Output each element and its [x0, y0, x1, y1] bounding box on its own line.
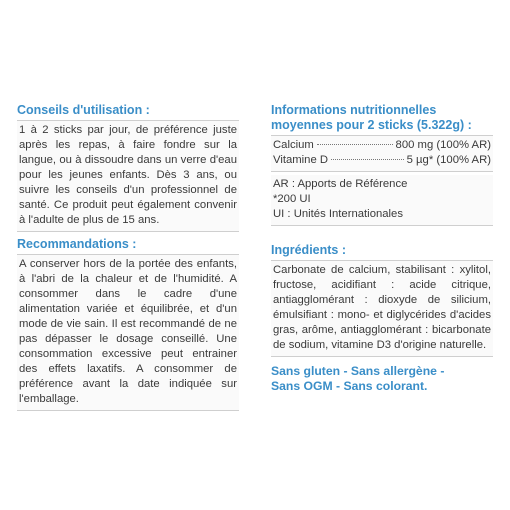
nutrient-value: 800 mg (100% AR)	[395, 139, 491, 151]
claims-line2: Sans OGM - Sans colorant.	[271, 379, 428, 393]
right-column	[271, 100, 493, 394]
nutrition-heading-line2: moyennes pour 2 sticks (5.322g) :	[271, 118, 472, 132]
ingredients-text: Carbonate de calcium, stabilisant : xylitol, fructose, acidifiant : acide citrique, antiagglomérant : dioxyde de silicium, émulsifiant : mono- et diglycérides d'acides gras, arôme, antiagglomérant : bicarbonate de sodium, vitamine D3 d'origine naturelle.	[273, 264, 491, 351]
note-ar: AR : Apports de Référence	[273, 178, 408, 190]
usage-text: 1 à 2 sticks par jour, de préférence juste après les repas, à faire fondre sur la langue, ou à dissoudre dans un verre d'eau pour les jeunes enfants. Dès 3 ans, ou suivre les conseils d'un professionnel de santé. Ce produit peut également convenir à l'adulte de plus de 15 ans.	[19, 124, 237, 226]
usage-heading: Conseils d'utilisation :	[17, 103, 150, 117]
note-ui: UI : Unités Internationales	[273, 208, 403, 220]
note-ui-amount: *200 UI	[273, 193, 311, 205]
nutrition-notes	[271, 175, 493, 226]
nutrition-row-calcium	[273, 138, 491, 153]
nutrition-row-vitamin-d	[273, 153, 491, 168]
dotted-leader	[331, 159, 404, 160]
usage-text-block	[17, 120, 239, 232]
nutrient-name: Vitamine D	[273, 154, 329, 166]
recommendations-heading: Recommandations :	[17, 237, 137, 251]
nutrition-heading	[271, 100, 493, 135]
nutrient-name: Calcium	[273, 139, 314, 151]
ingredients-heading: Ingrédients :	[271, 243, 347, 257]
dotted-leader	[317, 144, 393, 145]
nutrition-heading-line1: Informations nutritionnelles	[271, 103, 437, 117]
nutrient-value: 5 µg* (100% AR)	[406, 154, 491, 166]
ingredients-text-block	[271, 260, 493, 357]
nutrition-table	[271, 135, 493, 172]
free-from-claims	[271, 364, 493, 394]
recommendations-text: A conserver hors de la portée des enfants, à l'abri de la chaleur et de l'humidité. A consommer dans le cadre d'une alimentation variée et équilibrée, et d'un mode de vie sain. Il est recommandé de ne pas dépasser le dosage conseillé. Une consommation excessive peut entrainer des effets laxatifs. A consommer de préférence avant la date indiquée sur l'emballage.	[19, 258, 237, 405]
recommendations-text-block	[17, 254, 239, 411]
left-column	[17, 100, 239, 411]
claims-line1: Sans gluten - Sans allergène -	[271, 364, 445, 378]
